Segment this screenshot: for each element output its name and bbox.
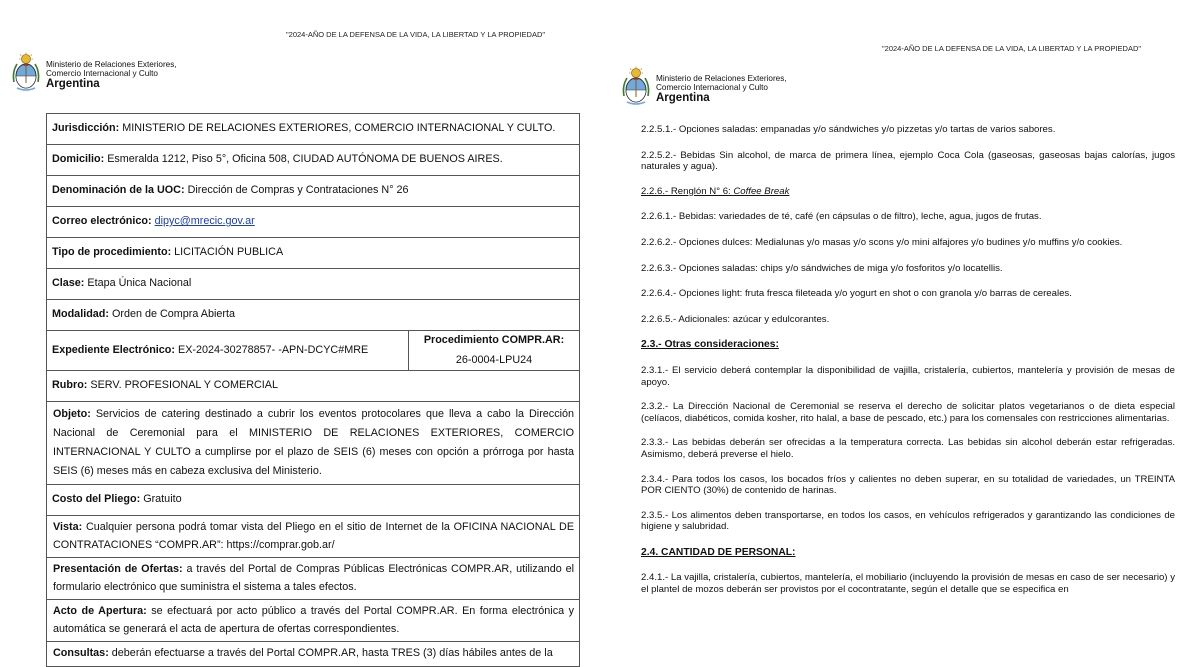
heading-cantidad-personal: 2.4. CANTIDAD DE PERSONAL: [641, 546, 796, 558]
row-costo [47, 485, 580, 516]
paragraph-2-2-6-5: 2.2.6.5.- Adicionales: azúcar y edulcorantes. [641, 313, 830, 325]
ministry-name-line2: Comercio Internacional y Culto [656, 83, 768, 92]
paragraph-2-3-5: 2.3.5.- Los alimentos deben transportarse, en todos los casos, en vehículos refrigerados y garantizando las condiciones de higiene y salubridad. [641, 509, 1175, 533]
tipo-value: LICITACIÓN PUBLICA [174, 246, 284, 259]
modalidad-value: Orden de Compra Abierta [111, 308, 236, 321]
apertura-value: se efectuará por acto público a través del Portal COMPR.AR. En forma electrónica y automática se generará el acta de apertura de ofertas correspondientes. [53, 605, 575, 635]
paragraph-2-4-1: 2.4.1.- La vajilla, cristalería, cubiertos, mantelería, el mobiliario (incluyendo la provisión de mesas en caso de ser necesario) y el plantel de mozos deberán ser provistos por el cocontratante, según el detalle que se especifica en [641, 572, 1175, 596]
domicilio-value: Esmeralda 1212, Piso 5°, Oficina 508, CIUDAD AUTÓNOMA DE BUENOS AIRES. [107, 153, 503, 166]
consultas-label: Consultas: [53, 647, 109, 659]
ministry-name-line1: Ministerio de Relaciones Exteriores, [656, 74, 787, 83]
row-expediente [47, 331, 409, 371]
row-apertura [47, 600, 580, 642]
jurisdiccion-value: MINISTERIO DE RELACIONES EXTERIORES, COMERCIO INTERNACIONAL Y CULTO. [122, 122, 556, 135]
clase-label: Clase: [52, 277, 85, 290]
paragraph-2-2-6-3: 2.2.6.3.- Opciones saladas: chips y/o sándwiches de miga y/o fosforitos y/o locatellis. [641, 262, 1003, 274]
row-modalidad [47, 300, 580, 331]
uoc-label: Denominación de la UOC: [52, 184, 185, 197]
row-clase [47, 269, 580, 300]
expediente-label: Expediente Electrónico: [52, 343, 175, 356]
procedimiento-label: Procedimiento COMPR.AR: [423, 334, 565, 346]
paragraph-2-3-2: 2.3.2.- La Dirección Nacional de Ceremonial se reserva el derecho de solicitar platos vegetarianos o de dieta especial (celíacos, diabéticos, comida kosher, rito halal, a base de pescado, etc.) para los comensales con restricciones alimentarias. [641, 401, 1175, 424]
paragraph-2-3-1: 2.3.1.- El servicio deberá contemplar la disponibilidad de vajilla, cristalería, cubiertos, mantelería y provisión de mesas de apoyo. [641, 364, 1175, 388]
year-motto: "2024-AÑO DE LA DEFENSA DE LA VIDA, LA LIBERTAD Y LA PROPIEDAD" [882, 44, 1142, 53]
row-correo [47, 207, 580, 238]
clase-value: Etapa Única Nacional [87, 277, 192, 290]
vista-label: Vista: [53, 521, 83, 533]
expediente-value: EX-2024-30278857- -APN-DCYC#MRE [178, 343, 369, 356]
jurisdiccion-label: Jurisdicción: [52, 122, 120, 135]
renglon-6-title: Coffee Break [733, 185, 790, 197]
ministry-name-line2: Comercio Internacional y Culto [46, 69, 158, 78]
modalidad-label: Modalidad: [52, 308, 109, 321]
ministry-name-line1: Ministerio de Relaciones Exteriores, [46, 60, 177, 69]
subheading-renglon-6 [641, 186, 1175, 198]
paragraph-2-2-5-1: 2.2.5.1.- Opciones saladas: empanadas y/o sándwiches y/o pizzetas y/o tartas de varios sabores. [641, 124, 1056, 135]
renglon-6-prefix: 2.2.6.- Renglón N° 6: [641, 185, 734, 197]
page-left [0, 0, 600, 659]
domicilio-label: Domicilio: [52, 153, 105, 166]
paragraph-2-2-6-4: 2.2.6.4.- Opciones light: fruta fresca fileteada y/o yogurt en shot o con granola y/o barras de cereales. [641, 288, 1072, 300]
paragraph-2-3-4: 2.3.4.- Para todos los casos, los bocados fríos y calientes no deben superar, en su totalidad de variedades, un TREINTA POR CIENTO (30%) de contenido de harinas. [641, 473, 1175, 497]
row-uoc [47, 176, 580, 207]
vista-value: Cualquier persona podrá tomar vista del Pliego en el sitio de Internet de la OFICINA NACIONAL DE CONTRATACIONES “COMPR.AR”: https://comprar.gob.ar/ [53, 521, 575, 551]
row-domicilio [47, 145, 580, 176]
presentacion-value: a través del Portal de Compras Públicas Electrónicas COMPR.AR, utilizando el formulario electrónico que suministra el sistema a tales efectos. [53, 563, 575, 593]
paragraph-2-2-5-2: 2.2.5.2.- Bebidas Sin alcohol, de marca de primera línea, ejemplo Coca Cola (gaseosas, gaseosas bajas calorías, jugos naturales y agua). [641, 149, 1175, 173]
objeto-label: Objeto: [53, 408, 91, 420]
costo-value: Gratuito [143, 493, 182, 506]
presentacion-label: Presentación de Ofertas: [53, 563, 183, 575]
ministry-logo [10, 52, 177, 92]
procedimiento-cell [409, 331, 580, 371]
email-link[interactable]: dipyc@mrecic.gov.ar [154, 215, 255, 228]
heading-otras-consideraciones: 2.3.- Otras consideraciones: [641, 339, 779, 351]
paragraph-2-3-3: 2.3.3.- Las bebidas deberán ser ofrecidas a la temperatura correcta. Las bebidas sin alcohol deberán estar refrigeradas. Asimismo, deberá preverse el hielo. [641, 437, 1175, 460]
country-name: Argentina [656, 92, 710, 104]
row-rubro [47, 371, 580, 402]
row-tipo [47, 238, 580, 269]
correo-label: Correo electrónico: [52, 215, 152, 228]
row-jurisdiccion [47, 114, 580, 145]
consultas-value: deberán efectuarse a través del Portal COMPR.AR, hasta TRES (3) días hábiles antes de la [111, 647, 553, 659]
row-vista [47, 516, 580, 558]
paragraph-2-2-6-2: 2.2.6.2.- Opciones dulces: Medialunas y/o masas y/o scons y/o mini alfajores y/o budines y/o muffins y/o cookies. [641, 236, 1123, 248]
country-name: Argentina [46, 78, 100, 90]
coat-of-arms-icon [620, 66, 652, 106]
procurement-info-table [46, 113, 580, 667]
row-presentacion [47, 558, 580, 600]
coat-of-arms-icon [10, 52, 42, 92]
uoc-value: Dirección de Compras y Contrataciones N° 26 [187, 184, 409, 197]
row-consultas [47, 642, 580, 667]
apertura-label: Acto de Apertura: [53, 605, 147, 617]
specifications-content [641, 124, 1175, 596]
page-right [606, 0, 1200, 631]
tipo-label: Tipo de procedimiento: [52, 246, 172, 259]
paragraph-2-2-6-1: 2.2.6.1.- Bebidas: variedades de té, café (en cápsulas o de filtro), leche, agua, jugos de frutas. [641, 211, 1042, 223]
ministry-logo [620, 66, 787, 106]
procedimiento-value: 26-0004-LPU24 [455, 353, 533, 366]
year-motto: "2024-AÑO DE LA DEFENSA DE LA VIDA, LA LIBERTAD Y LA PROPIEDAD" [286, 30, 546, 39]
costo-label: Costo del Pliego: [52, 493, 141, 506]
rubro-label: Rubro: [52, 379, 88, 392]
rubro-value: SERV. PROFESIONAL Y COMERCIAL [90, 379, 279, 392]
row-objeto [47, 402, 580, 485]
objeto-value: Servicios de catering destinado a cubrir los eventos protocolares que lleva a cabo la Dirección Nacional de Ceremonial para el MINISTERIO DE RELACIONES EXTERIORES, COMERCIO INTERNACIONAL Y CULTO a cumplirse por el plazo de SEIS (6) meses con opción a prórroga por hasta SEIS (6) meses más en cabeza exclusiva del Ministerio. [53, 408, 575, 477]
